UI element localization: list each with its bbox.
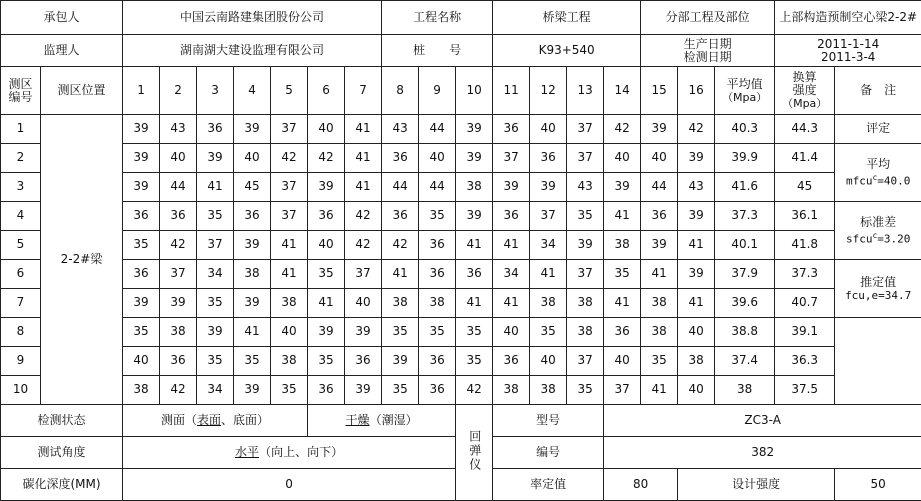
rebound-value: 35 [419, 202, 456, 231]
remark-estimated [835, 260, 921, 318]
point-header: 10 [456, 67, 493, 115]
rebound-value: 36 [419, 347, 456, 376]
rebound-value: 38 [530, 289, 567, 318]
rebound-value: 38 [493, 376, 530, 405]
rebound-value: 36 [530, 144, 567, 173]
remark-mean [835, 144, 921, 202]
rebound-value: 41 [604, 289, 641, 318]
rebound-value: 34 [197, 376, 234, 405]
rebound-value: 41 [197, 173, 234, 202]
part-label: 分部工程及部位 [641, 1, 775, 35]
point-header: 13 [567, 67, 604, 115]
station-label: 桩 号 [382, 35, 493, 67]
rebound-value: 40 [234, 144, 271, 173]
carbonation-depth-value: 0 [123, 469, 456, 501]
rebound-value: 44 [419, 115, 456, 144]
rebound-value: 40 [530, 115, 567, 144]
rebound-value: 38 [382, 289, 419, 318]
rebound-value: 35 [456, 347, 493, 376]
rebound-value: 41 [641, 260, 678, 289]
rebound-value: 44 [641, 173, 678, 202]
rebound-value: 39 [123, 115, 160, 144]
zone-location: 2-2#梁 [41, 115, 123, 405]
project-label: 工程名称 [382, 1, 493, 35]
rebound-value: 37 [345, 260, 382, 289]
rebound-value: 35 [271, 376, 308, 405]
test-angle-value [123, 437, 456, 469]
rebound-value: 43 [567, 173, 604, 202]
point-header: 5 [271, 67, 308, 115]
rebound-value: 35 [197, 347, 234, 376]
rebound-value: 35 [567, 202, 604, 231]
rebound-value: 41 [234, 318, 271, 347]
rebound-value: 40 [604, 144, 641, 173]
rebound-value: 35 [419, 318, 456, 347]
rebound-value: 39 [123, 289, 160, 318]
rebound-value: 40 [345, 289, 382, 318]
table-row [1, 202, 921, 231]
zone-number-header-line1: 测区 [1, 78, 40, 91]
rebound-value: 39 [234, 115, 271, 144]
rebound-value: 38 [530, 376, 567, 405]
instrument-label-cell [456, 405, 493, 501]
rebound-value: 35 [197, 289, 234, 318]
rebound-value: 38 [641, 318, 678, 347]
point-header: 7 [345, 67, 382, 115]
rebound-value: 42 [271, 144, 308, 173]
rebound-value: 41 [456, 231, 493, 260]
rebound-value: 40 [160, 144, 197, 173]
rebound-value: 39 [567, 231, 604, 260]
calibration-label: 率定值 [493, 469, 604, 501]
test-moisture-selected: 干燥 [346, 413, 370, 427]
rebound-value: 36 [308, 202, 345, 231]
remark-evaluation: 评定 [835, 115, 921, 144]
point-header: 9 [419, 67, 456, 115]
rebound-value: 41 [382, 260, 419, 289]
rebound-value: 37 [567, 115, 604, 144]
rebound-value: 42 [604, 115, 641, 144]
zone-id: 9 [1, 347, 41, 376]
rebound-value: 38 [641, 289, 678, 318]
table-row [1, 347, 921, 376]
supervisor-value: 湖南湖大建设监理有限公司 [123, 35, 382, 67]
contractor-label: 承包人 [1, 1, 123, 35]
contractor-value: 中国云南路建集团股份公司 [123, 1, 382, 35]
design-strength-label: 设计强度 [678, 469, 835, 501]
point-header: 14 [604, 67, 641, 115]
rebound-value: 42 [160, 231, 197, 260]
converted-header-line3: （Mpa） [775, 97, 834, 110]
rebound-value: 40 [308, 115, 345, 144]
converted-value: 44.3 [775, 115, 835, 144]
rebound-value: 36 [382, 144, 419, 173]
rebound-value: 39 [234, 376, 271, 405]
rebound-value: 39 [678, 260, 715, 289]
model-value: ZC3-A [604, 405, 921, 437]
test-moisture-post: （潮湿） [370, 413, 418, 427]
point-header: 3 [197, 67, 234, 115]
date-values [775, 35, 921, 67]
rebound-value: 42 [382, 231, 419, 260]
rebound-value: 39 [604, 173, 641, 202]
point-header: 12 [530, 67, 567, 115]
test-date-value: 2011-3-4 [775, 51, 921, 64]
rebound-value: 42 [345, 202, 382, 231]
converted-value: 40.7 [775, 289, 835, 318]
rebound-value: 39 [234, 231, 271, 260]
rebound-value: 38 [123, 376, 160, 405]
rebound-value: 40 [678, 376, 715, 405]
rebound-value: 36 [123, 260, 160, 289]
table-row [1, 144, 921, 173]
rebound-value: 43 [382, 115, 419, 144]
rebound-value: 34 [197, 260, 234, 289]
rebound-value: 39 [234, 289, 271, 318]
rebound-value: 38 [678, 347, 715, 376]
rebound-value: 39 [493, 173, 530, 202]
remark-estimated-value: fcu,e=34.7 [835, 289, 921, 302]
rebound-value: 38 [567, 318, 604, 347]
rebound-value: 37 [271, 173, 308, 202]
rebound-value: 41 [345, 144, 382, 173]
rebound-value: 38 [160, 318, 197, 347]
rebound-value: 41 [308, 289, 345, 318]
average-value: 40.3 [715, 115, 775, 144]
table-row [1, 289, 921, 318]
rebound-value: 41 [345, 115, 382, 144]
point-header: 2 [160, 67, 197, 115]
rebound-value: 35 [308, 260, 345, 289]
rebound-value: 36 [123, 202, 160, 231]
average-value: 37.4 [715, 347, 775, 376]
rebound-value: 36 [456, 260, 493, 289]
rebound-value: 41 [271, 231, 308, 260]
point-header: 6 [308, 67, 345, 115]
rebound-value: 41 [456, 289, 493, 318]
point-header: 16 [678, 67, 715, 115]
rebound-value: 44 [160, 173, 197, 202]
rebound-value: 42 [345, 231, 382, 260]
rebound-value: 38 [604, 231, 641, 260]
model-label: 型号 [493, 405, 604, 437]
rebound-value: 37 [567, 260, 604, 289]
converted-value: 41.8 [775, 231, 835, 260]
test-moisture [308, 405, 456, 437]
remark-std-dev [835, 202, 921, 260]
remark-estimated-title: 推定值 [835, 276, 921, 289]
point-header: 15 [641, 67, 678, 115]
rebound-value: 41 [493, 289, 530, 318]
table-row [1, 173, 921, 202]
zone-id: 8 [1, 318, 41, 347]
average-value: 41.6 [715, 173, 775, 202]
rebound-value: 35 [234, 347, 271, 376]
rebound-value: 36 [419, 260, 456, 289]
average-header-line2: （Mpa） [715, 91, 774, 104]
rebound-value: 42 [160, 376, 197, 405]
rebound-value: 42 [456, 376, 493, 405]
rebound-value: 35 [197, 202, 234, 231]
converted-value: 39.1 [775, 318, 835, 347]
rebound-value: 41 [604, 202, 641, 231]
zone-id: 1 [1, 115, 41, 144]
rebound-value: 35 [382, 318, 419, 347]
rebound-value: 36 [419, 376, 456, 405]
test-surface-pre: 测面（ [161, 413, 197, 427]
rebound-value: 40 [419, 144, 456, 173]
converted-value: 36.3 [775, 347, 835, 376]
test-angle-label: 测试角度 [1, 437, 123, 469]
rebound-value: 39 [382, 347, 419, 376]
rebound-value: 39 [530, 173, 567, 202]
rebound-value: 35 [567, 376, 604, 405]
point-header: 1 [123, 67, 160, 115]
rebound-value: 38 [271, 289, 308, 318]
rebound-value: 38 [271, 347, 308, 376]
remark-std-number: =3.20 [877, 232, 910, 245]
average-value: 40.1 [715, 231, 775, 260]
zone-id: 4 [1, 202, 41, 231]
remark-mean-sup: c [872, 173, 877, 182]
rebound-value: 44 [382, 173, 419, 202]
zone-id: 2 [1, 144, 41, 173]
test-angle-post: （向上、向下） [259, 445, 343, 459]
converted-value: 37.3 [775, 260, 835, 289]
rebound-value: 37 [160, 260, 197, 289]
converted-value: 41.4 [775, 144, 835, 173]
rebound-value: 37 [567, 347, 604, 376]
instrument-label: 回弹仪 [468, 430, 481, 472]
header-row-1 [1, 1, 921, 35]
production-date-value: 2011-1-14 [775, 38, 921, 51]
part-value: 上部构造预制空心梁2-2# [775, 1, 921, 35]
remark-mean-value [835, 171, 921, 188]
rebound-value: 39 [456, 202, 493, 231]
rebound-value: 35 [604, 260, 641, 289]
rebound-value: 39 [456, 115, 493, 144]
rebound-value: 36 [493, 115, 530, 144]
rebound-value: 37 [530, 202, 567, 231]
rebound-value: 36 [234, 202, 271, 231]
rebound-value: 40 [308, 231, 345, 260]
rebound-value: 38 [419, 289, 456, 318]
remark-empty [835, 318, 921, 405]
test-date-label: 检测日期 [641, 51, 774, 64]
rebound-value: 35 [641, 347, 678, 376]
rebound-value: 36 [308, 376, 345, 405]
carbonation-depth-label: 碳化深度(MM) [1, 469, 123, 501]
zone-id: 6 [1, 260, 41, 289]
remark-mean-symbol: mfcu [846, 174, 873, 187]
rebound-value: 40 [493, 318, 530, 347]
rebound-value: 39 [123, 173, 160, 202]
rebound-value: 41 [678, 289, 715, 318]
test-state-label: 检测状态 [1, 405, 123, 437]
rebound-value: 36 [345, 347, 382, 376]
rebound-value: 37 [271, 115, 308, 144]
average-value: 37.3 [715, 202, 775, 231]
remark-std-title: 标准差 [835, 216, 921, 229]
rebound-value: 39 [345, 376, 382, 405]
rebound-value: 39 [345, 318, 382, 347]
station-value: K93+540 [493, 35, 641, 67]
remarks-header: 备 注 [835, 67, 921, 115]
rebound-value: 35 [382, 376, 419, 405]
rebound-value: 40 [271, 318, 308, 347]
rebound-value: 44 [419, 173, 456, 202]
rebound-value: 38 [234, 260, 271, 289]
table-row [1, 231, 921, 260]
remark-std-sup: c [872, 231, 877, 240]
average-header-line1: 平均值 [715, 78, 774, 91]
average-value: 39.6 [715, 289, 775, 318]
rebound-value: 37 [271, 202, 308, 231]
zone-id: 5 [1, 231, 41, 260]
point-header: 8 [382, 67, 419, 115]
converted-value: 37.5 [775, 376, 835, 405]
rebound-value: 41 [530, 260, 567, 289]
rebound-value: 36 [493, 202, 530, 231]
converted-value: 36.1 [775, 202, 835, 231]
remark-mean-title: 平均 [835, 158, 921, 171]
design-strength-value: 50 [835, 469, 921, 501]
zone-id: 7 [1, 289, 41, 318]
average-value: 39.9 [715, 144, 775, 173]
rebound-value: 37 [567, 144, 604, 173]
rebound-value: 39 [160, 289, 197, 318]
remark-mean-number: =40.0 [877, 174, 910, 187]
average-value: 38.8 [715, 318, 775, 347]
rebound-value: 34 [493, 260, 530, 289]
rebound-value: 41 [271, 260, 308, 289]
calibration-value: 80 [604, 469, 678, 501]
rebound-value: 37 [197, 231, 234, 260]
serial-label: 编号 [493, 437, 604, 469]
rebound-value: 43 [160, 115, 197, 144]
converted-header-line2: 强度 [775, 84, 834, 97]
remark-std-symbol: sfcu [846, 232, 873, 245]
rebound-value: 35 [308, 347, 345, 376]
rebound-value: 41 [641, 376, 678, 405]
zone-number-header [1, 67, 41, 115]
rebound-value: 36 [641, 202, 678, 231]
rebound-value: 41 [493, 231, 530, 260]
rebound-value: 43 [678, 173, 715, 202]
remark-std-value [835, 229, 921, 246]
rebound-value: 41 [678, 231, 715, 260]
rebound-value: 35 [123, 318, 160, 347]
rebound-value: 39 [641, 115, 678, 144]
rebound-value: 40 [678, 318, 715, 347]
rebound-value: 45 [234, 173, 271, 202]
column-header-row [1, 67, 921, 115]
rebound-value: 40 [530, 347, 567, 376]
average-value: 38 [715, 376, 775, 405]
converted-value: 45 [775, 173, 835, 202]
rebound-value: 42 [678, 115, 715, 144]
rebound-value: 39 [678, 202, 715, 231]
rebound-value: 36 [419, 231, 456, 260]
rebound-value: 39 [197, 318, 234, 347]
rebound-value: 36 [493, 347, 530, 376]
rebound-value: 41 [345, 173, 382, 202]
average-header [715, 67, 775, 115]
rebound-value: 39 [641, 231, 678, 260]
rebound-value: 36 [382, 202, 419, 231]
test-surface [123, 405, 308, 437]
rebound-value: 39 [308, 318, 345, 347]
test-angle-selected: 水平 [235, 445, 259, 459]
zone-position-header: 测区位置 [41, 67, 123, 115]
rebound-value: 39 [308, 173, 345, 202]
rebound-value: 37 [604, 376, 641, 405]
table-row [1, 318, 921, 347]
footer-row-state [1, 405, 921, 437]
rebound-value: 35 [530, 318, 567, 347]
production-date-label: 生产日期 [641, 38, 774, 51]
rebound-value: 40 [123, 347, 160, 376]
rebound-value: 36 [604, 318, 641, 347]
test-surface-selected: 表面 [197, 413, 221, 427]
test-surface-post: 、底面） [221, 413, 269, 427]
rebound-value: 39 [123, 144, 160, 173]
zone-number-header-line2: 编号 [1, 91, 40, 104]
rebound-value: 36 [197, 115, 234, 144]
rebound-value: 37 [493, 144, 530, 173]
rebound-value: 40 [604, 347, 641, 376]
rebound-value: 40 [641, 144, 678, 173]
rebound-value: 42 [308, 144, 345, 173]
header-row-2 [1, 35, 921, 67]
rebound-value: 36 [160, 202, 197, 231]
serial-value: 382 [604, 437, 921, 469]
table-row [1, 260, 921, 289]
rebound-value: 35 [456, 318, 493, 347]
rebound-value: 38 [456, 173, 493, 202]
converted-header-line1: 换算 [775, 71, 834, 84]
table-row [1, 115, 921, 144]
average-value: 37.9 [715, 260, 775, 289]
rebound-value: 35 [123, 231, 160, 260]
rebound-value: 39 [197, 144, 234, 173]
rebound-value: 39 [456, 144, 493, 173]
rebound-value: 38 [567, 289, 604, 318]
zone-id: 10 [1, 376, 41, 405]
date-labels [641, 35, 775, 67]
supervisor-label: 监理人 [1, 35, 123, 67]
zone-id: 3 [1, 173, 41, 202]
rebound-value: 36 [160, 347, 197, 376]
rebound-value: 39 [678, 144, 715, 173]
point-header: 4 [234, 67, 271, 115]
rebound-value: 34 [530, 231, 567, 260]
point-header: 11 [493, 67, 530, 115]
converted-strength-header [775, 67, 835, 115]
project-value: 桥梁工程 [493, 1, 641, 35]
table-row [1, 376, 921, 405]
